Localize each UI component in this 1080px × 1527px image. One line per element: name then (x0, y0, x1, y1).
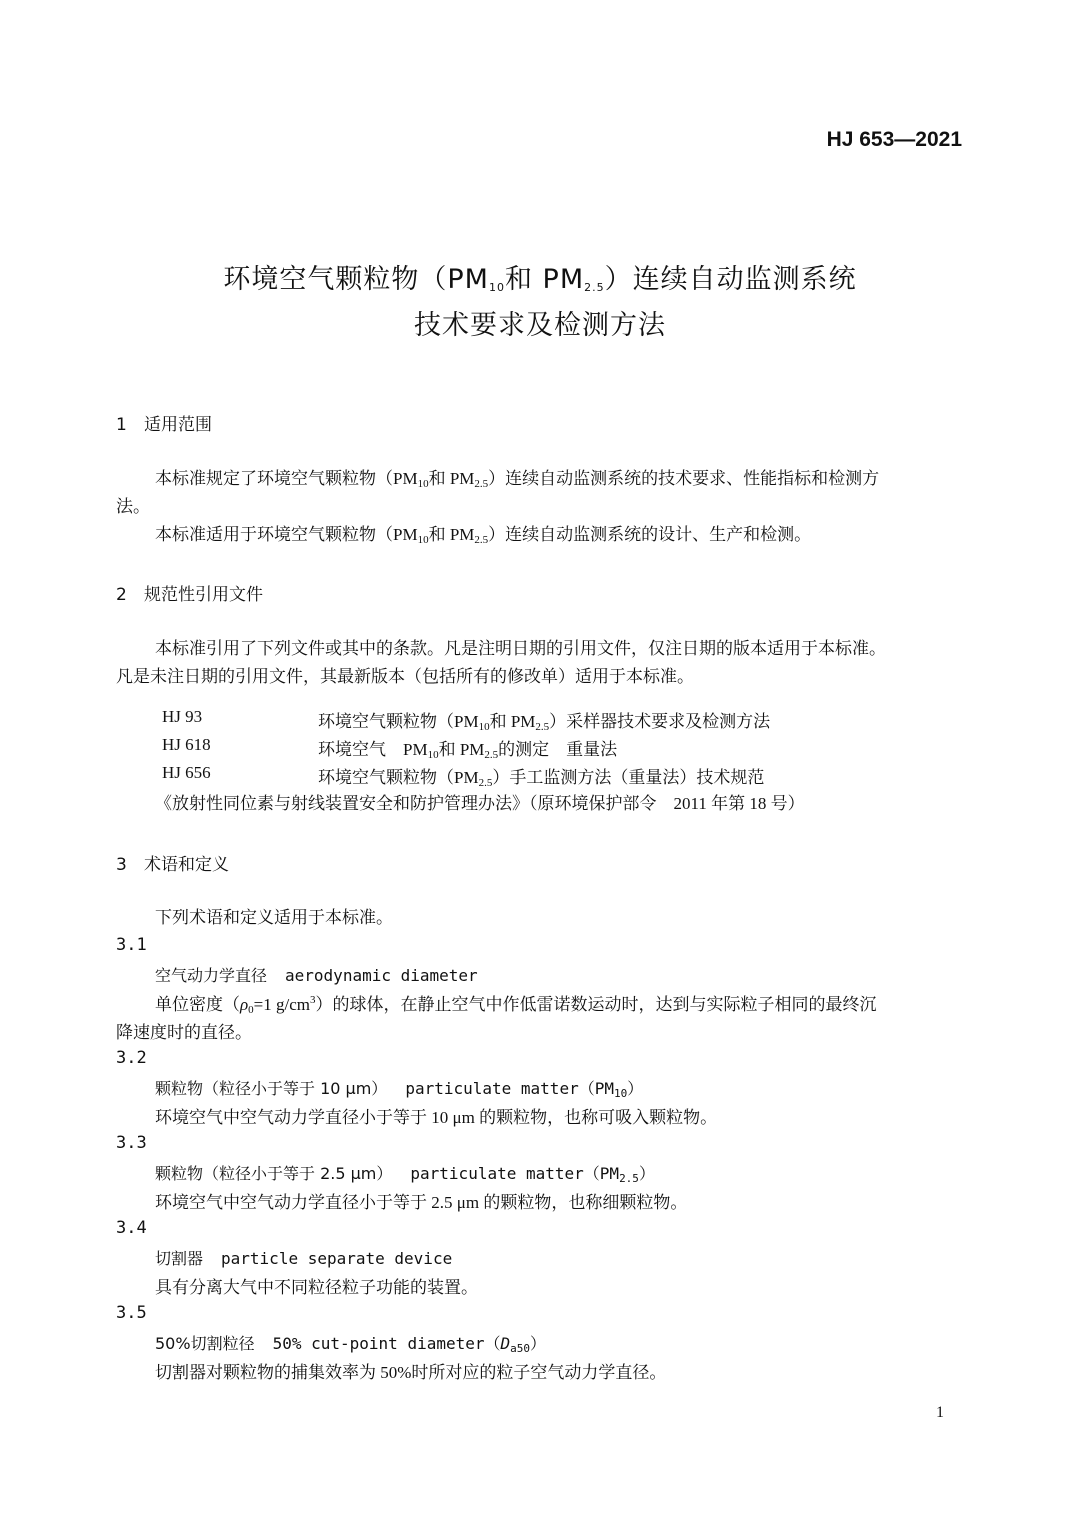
reference-title: 环境空气 $PM_{10}$和 $PM_{2.5}$的测定 重量法 (318, 740, 618, 761)
reference-title: 环境空气颗粒物$(PM_{2.5})$手工监测方法（重量法）技术规范 (318, 768, 765, 789)
section-1-paragraph-1-line-2: 法。 (116, 497, 150, 516)
term-definition-line-1: 单位密度（$\rho_0=1$ $g/cm^3$）的球体，在静止空气中作低雷诺数运动时，达到与实际粒子相同的最终沉 (155, 994, 877, 1016)
clause-number: 3.5 (116, 1303, 147, 1323)
section-1-paragraph-1-line-1: 本标准规定了环境空气颗粒物（$PM_{10}$和 $PM_{2.5}$）连续自动监测系统的技术要求、性能指标和检测方 (155, 469, 880, 490)
clause-number: 3.3 (116, 1133, 147, 1153)
section-2-heading: 2 规范性引用文件 (116, 585, 263, 605)
document-number: HJ 653—2021 (826, 128, 962, 151)
document-title-line-1: 环境空气颗粒物（$PM_{10}$和 $PM_{2.5}$）连续自动监测系统 (223, 264, 857, 295)
term-heading: 切割器 particle separate device (155, 1249, 453, 1268)
term-heading: 颗粒物（粒径小于等于 10 μm） particulate $matter(PM_{10})$ (155, 1079, 644, 1100)
section-3-heading: 3 术语和定义 (116, 855, 229, 875)
clause-number: 3.4 (116, 1218, 147, 1238)
section-1-heading: 1 适用范围 (116, 415, 212, 435)
term-heading: 颗粒物（粒径小于等于 2.5 μm） particulate $matter(PM_{2.5})$ (155, 1164, 655, 1185)
section-2-paragraph-line-2: 凡是未注日期的引用文件，其最新版本（包括所有的修改单）适用于本标准。 (116, 667, 694, 686)
reference-title: 环境空气颗粒物（$PM_{10}$和 $PM_{2.5}$）采样器技术要求及检测方法 (318, 712, 771, 733)
term-definition: 环境空气中空气动力学直径小于等于 2.5 μm 的颗粒物，也称细颗粒物。 (155, 1193, 688, 1212)
term-definition: 具有分离大气中不同粒径粒子功能的装置。 (155, 1278, 478, 1297)
reference-code: HJ 656 (162, 763, 211, 782)
page-number: 1 (936, 1404, 944, 1421)
document-title-line-2: 技术要求及检测方法 (414, 310, 666, 341)
clause-number: 3.2 (116, 1048, 147, 1068)
section-2-paragraph-line-1: 本标准引用了下列文件或其中的条款。凡是注明日期的引用文件，仅注日期的版本适用于本标准。 (155, 639, 886, 658)
term-definition: 切割器对颗粒物的捕集效率为 50%时所对应的粒子空气动力学直径。 (155, 1363, 667, 1382)
reference-code: HJ 618 (162, 735, 211, 754)
clause-number: 3.1 (116, 935, 147, 955)
section-1-paragraph-2: 本标准适用于环境空气颗粒物（$PM_{10}$和 $PM_{2.5}$）连续自动监测系统的设计、生产和检测。 (155, 525, 812, 546)
reference-regulation: 《放射性同位素与射线装置安全和防护管理办法》（原环境保护部令 2011 年第 18 号） (155, 794, 805, 813)
term-definition: 环境空气中空气动力学直径小于等于 10 μm 的颗粒物，也称可吸入颗粒物。 (155, 1108, 718, 1127)
term-definition-line-2: 降速度时的直径。 (116, 1023, 252, 1042)
term-heading: 50%切割粒径 50% cut-point $diameter(D_{a50})$ (155, 1334, 547, 1355)
reference-code: HJ 93 (162, 707, 203, 726)
section-3-intro: 下列术语和定义适用于本标准。 (155, 908, 393, 927)
term-heading: 空气动力学直径 aerodynamic diameter (155, 966, 478, 985)
